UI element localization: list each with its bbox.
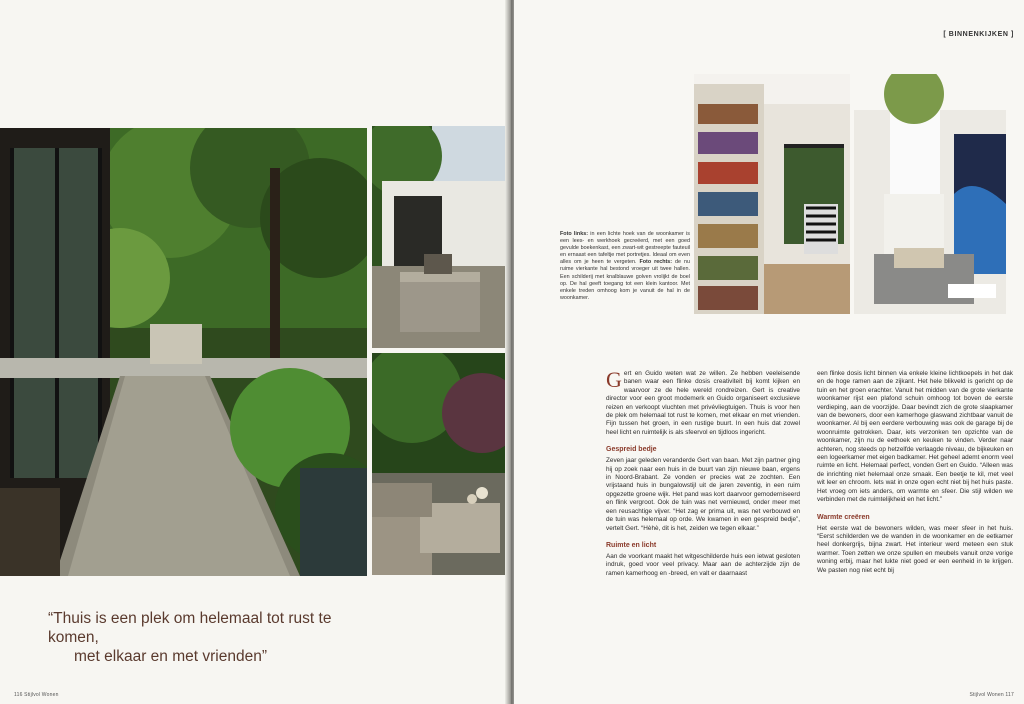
- intro-paragraph: [606, 367, 800, 437]
- garden-walkway-photo: [0, 128, 367, 576]
- hall-painting-photo: [854, 74, 1006, 314]
- paragraph-warmte-creeren: Het eerste wat de bewoners wilden, was meer sfeer in het huis. “Eerst schilderden we de wanden in de woonkamer en de eetkamer heel donkergrijs, bijna zwart. Het interieur werd meteen een stuk warmer. Toen zetten we onze spullen en meubels vanuit onze vorige woning erbij, maar het lukte niet goed er een eenheid in te krijgen. We pasten nog niet echt bij: [817, 524, 1013, 574]
- left-folio: 116 Stijlvol Wonen: [14, 692, 59, 698]
- paragraph-ruimte-en-licht: Aan de voorkant maakt het witgeschilderde huis een ietwat gesloten indruk, goed voor veel privacy. Maar aan de achterzijde zijn de ramen kamerhoog en -breed, en valt er daarnaast: [606, 552, 800, 577]
- pull-quote-line-1: “Thuis is een plek om helemaal tot rust te komen,: [48, 610, 332, 646]
- pull-quote: [48, 609, 368, 666]
- caption-label-left: Foto links:: [560, 231, 589, 237]
- left-page: [0, 0, 508, 704]
- caption-text-left: in een lichte hoek van de woonkamer is een lees- en werkhoek gecreëerd, met een goed gevulde boekenkast, een zwart-wit gestreepte fauteuil en ernaast een tafeltje met portretjes. Ideaal om even alles om je heen te vergeten.: [560, 231, 690, 266]
- right-folio: Stijlvol Wonen 117: [969, 692, 1014, 698]
- heading-warmte-creeren: Warmte creëren: [817, 513, 870, 521]
- heading-ruimte-en-licht: Ruimte en licht: [606, 541, 657, 549]
- right-page: [514, 0, 1024, 704]
- article-column-1: [606, 367, 800, 586]
- caption-text-right: de nu ruime vierkante hal bestond vroeger uit twee hallen. Een schilderij met knalblauwe golven vrolijkt de boel op. De hal geeft toegang tot een klein kantoor. Met enkele treden omhoog kom je vanuit de hal in de woonkamer.: [560, 259, 690, 301]
- heading-gespreid-bedje: Gespreid bedje: [606, 446, 657, 454]
- library-reading-corner-photo: [694, 74, 850, 314]
- section-tag: [ BINNENKIJKEN ]: [943, 31, 1014, 38]
- paragraph-gespreid-bedje: Zeven jaar geleden veranderde Gert van baan. Met zijn partner ging hij op zoek naar een huis in de buurt van zijn nieuwe baan, ergens in Noord-Brabant. Ze vonden er precies wat ze zochten. Een vrijstaand huis in bungalowstijl uit de jaren zeventig, in een ruim opgezette groene wijk. Het pand was kort daarvoor gemoderniseerd en flink vergroot. Ook de tuin was net vernieuwd, onder meer met een reusachtige vijver. “Het zag er prima uit, was net verbouwd en de tuin was helemaal op orde. We kwamen in een gespreid bedje”, vertelt Gert. “Hèhè, dit is het, zeiden we tegen elkaar.”: [606, 457, 800, 532]
- article-column-2: [817, 370, 1013, 583]
- paragraph-continued: een flinke dosis licht binnen via enkele kleine lichtkoepels in het dak en de hoge ramen aan de zijkant. Het hele blikveld is gericht op de tuin en het groen erachter. Vanuit het midden van de grote vierkante woonkamer rijst een plafond schuin omhoog tot boven de eerste verdieping, aan de voorzijde. Daar bevindt zich de grote slaapkamer van de bewoners, door een kamerhoge glaswand zichtbaar vanuit de woonkamer. Al bij een eerdere verbouwing was ook de garage bij de woonruimte getrokken. Daar, iets verzonken ten opzichte van de woonkamer, zijn nu de eethoek en keuken te vinden. Verder naar achteren, nog steeds op hetzelfde verlaagde niveau, de bijkeuken en een logeerkamer met eigen badkamer. Het geheel ademt enorm veel ruimte en licht. Helemaal perfect, vonden Gert en Guido. “Alleen was de inrichting niet helemaal onze smaak. Een beetje te kil, met veel wit leer en chroom. Iets wat in onze ogen echt niet bij het huis paste. Het vroeg om iets anders, om warmte en sfeer. Die stijl wilden we verbinden met de ruimtelijkheid en het licht.”: [817, 370, 1013, 504]
- caption-label-right: Foto rechts:: [639, 259, 673, 266]
- pond-seating-photo: [372, 353, 508, 575]
- drop-cap: G: [606, 367, 622, 392]
- pull-quote-line-2: met elkaar en met vrienden”: [74, 648, 267, 665]
- intro-text: ert en Guido weten wat ze willen. Ze hebben veeleisende banen waar een flinke dosis creativiteit bij komt kijken en waarvoor ze de hele wereld rondreizen. Gert is creative director voor een groot modemerk en Guido organiseert exclusieve reizen en verkoopt vluchten met privévliegtuigen. Thuis is voor hen de plek om helemaal tot rust te komen, met elkaar en met vrienden. Fijn tussen het groen, in een rustige buurt. In een huis dat zowel heel licht en ruimtelijk is als sfeervol en tijdloos ingericht.: [606, 370, 800, 436]
- photo-caption: [560, 231, 690, 302]
- terrace-lounge-photo: [372, 126, 508, 348]
